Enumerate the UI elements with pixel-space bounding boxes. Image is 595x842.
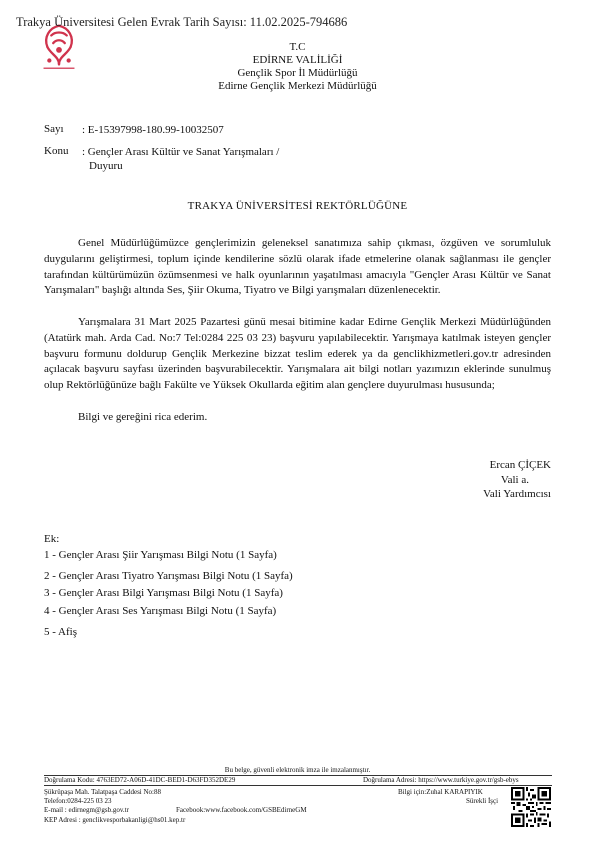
incoming-document-stamp: Trakya Üniversitesi Gelen Evrak Tarih Sayısı: 11.02.2025-794686 [16,15,348,29]
body-paragraph-1-text: Genel Müdürlüğümüzce gençlerimizin geleneksel sanatımıza sahip çıkması, özgüven ve sorumluluk duygularını geliştirmesi, toplum içinde kendilerine sözlü olarak ifade etmelerine olanak sağlanması ile gençler tarafından kültürümüzün özümsenmesi ve halk oyunlarının yaşatılması amacıyla "Gençler Arası Kültür ve Sanat Yarışmaları" başlığı altında Ses, Şiir Okuma, Tiyatro ve Bilgi yarışmaları düzenlenecektir. [44,237,551,297]
esign-note: Bu belge, güvenli elektronik imza ile imzalanmıştır. [224,766,371,774]
header-directorate: Gençlik Spor İl Müdürlüğü [237,67,358,79]
signature-block [483,458,551,502]
verification-address: Doğrulama Adresi: https://www.turkiye.gov.tr/gsb-ebys [363,776,519,784]
sayi-label: Sayı [44,123,64,135]
attachments-title: Ek: [44,533,60,545]
postal-address: Şükrüpaşa Mah. Talatpaşa Caddesi No:88 [44,788,161,796]
verification-code: Doğrulama Kodu: 4763ED72-A06D-41DC-BED1-D63FD352DE29 [44,776,236,784]
body-paragraph-1 [44,236,551,299]
attachment-item: 3 - Gençler Arası Bilgi Yarışması Bilgi Notu (1 Sayfa) [44,587,283,599]
body-paragraph-2-text: Yarışmalara 31 Mart 2025 Pazartesi günü mesai bitimine kadar Edirne Gençlik Merkezi Müdürlüğünden (Atatürk mah. Arda Cad. No:7 Tel:0284 225 03 23) başvuru yapılabilecektir. Yarışmaya katılmak isteyen gençler başvuru formunu doldurup Gençlik Merkezine bizzat teslim ederek ya da genclikhizmetleri.gov.tr adresinden açılacak başvuru sayfası üzerinden başvurabilecektir. Yarışmalara ait bilgi notları yazımızın eklerinde sunulmuş olup Rektörlüğünüze bağlı Fakülte ve Yüksek Okullarda eğitim alan gençlere duyurulması hususunda; [44,316,551,392]
body-paragraph-3-text: Bilgi ve gereğini rica ederim. [78,411,208,423]
addressee: TRAKYA ÜNİVERSİTESİ REKTÖRLÜĞÜNE [187,200,408,212]
konu-label: Konu [44,145,69,157]
attachment-item: 4 - Gençler Arası Ses Yarışması Bilgi Notu (1 Sayfa) [44,605,277,617]
phone-number: Telefon:0284-225 03 23 [44,797,112,805]
signatory-title-2: Vali Yardımcısı [483,488,551,500]
body-paragraph-3 [44,410,551,426]
konu-value-line1: : Gençler Arası Kültür ve Sanat Yarışmaları / [82,146,280,158]
sayi-value: : E-15397998-180.99-10032507 [82,124,224,136]
kep-address-text: KEP Adresi : genclikvesporbakanligi@hs01.kep.tr [44,816,186,824]
info-role: Sürekli İşçi [466,797,499,805]
email-address: E-mail : edirnegm@gsb.gov.tr [44,806,129,814]
info-contact: Bilgi için:Zuhal KARAPIYIK [398,788,483,796]
signatory-title-1: Vali a. [500,473,529,486]
qr-code-icon [511,787,551,827]
facebook-link[interactable]: Facebook:www.facebook.com/GSBEdirneGM [176,806,307,814]
konu-value-line2: Duyuru [89,160,123,172]
body-paragraph-2 [44,315,551,394]
header-tc: T.C [289,41,306,53]
attachment-item: 2 - Gençler Arası Tiyatro Yarışması Bilgi Notu (1 Sayfa) [44,570,293,582]
kep-address [44,816,185,825]
signatory-name: Ercan ÇİÇEK [489,459,551,471]
header-youth-center: Edirne Gençlik Merkezi Müdürlüğü [218,80,377,92]
header-governorship: EDİRNE VALİLİĞİ [252,54,343,66]
attachment-item: 5 - Afiş [44,626,77,638]
attachment-item: 1 - Gençler Arası Şiir Yarışması Bilgi Notu (1 Sayfa) [44,549,277,561]
footer-divider-bottom [44,785,552,786]
